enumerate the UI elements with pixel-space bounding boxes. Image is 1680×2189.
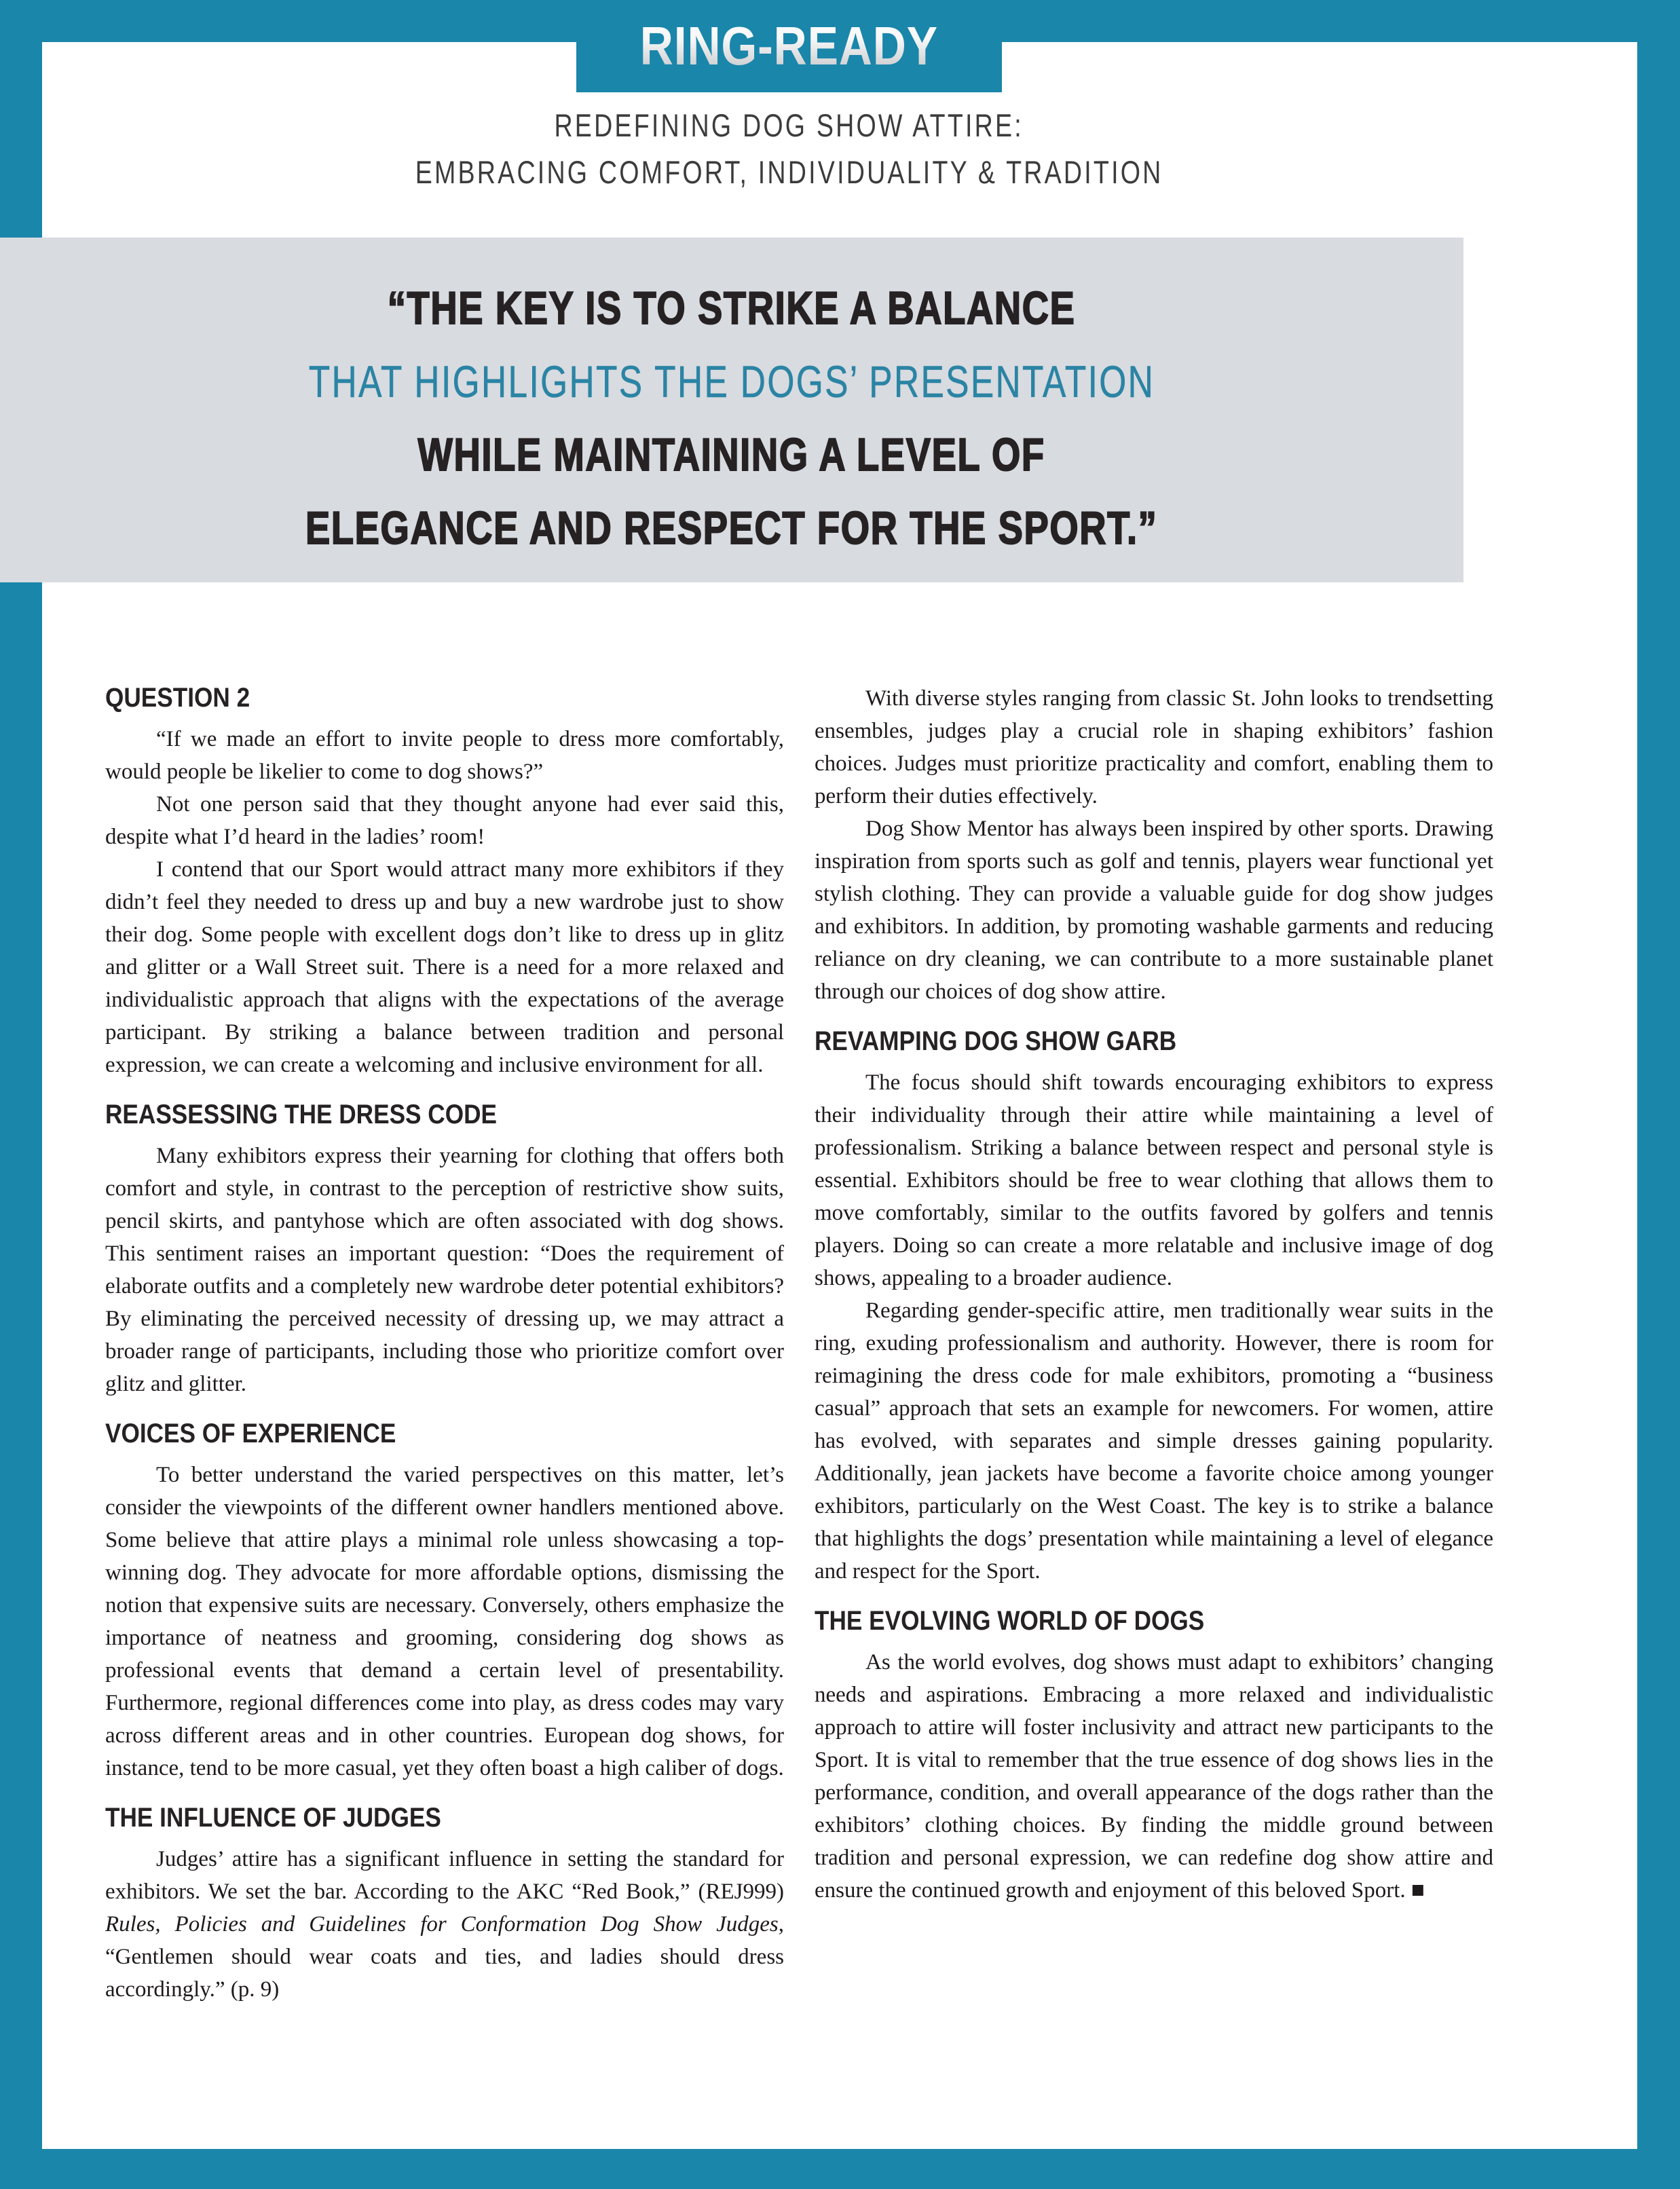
- subtitle-line-2: EMBRACING COMFORT, INDIVIDUALITY & TRADITION: [415, 154, 1163, 190]
- section-heading: QUESTION 2: [105, 683, 250, 713]
- section-heading: THE EVOLVING WORLD OF DOGS: [815, 1606, 1205, 1636]
- pull-quote-line: WHILE MAINTAINING A LEVEL OF: [417, 429, 1046, 481]
- article-column-left: [105, 682, 784, 2006]
- page-border-bottom: [0, 2149, 1680, 2189]
- section-heading: REASSESSING THE DRESS CODE: [105, 1100, 498, 1129]
- pull-quote-line: ELEGANCE AND RESPECT FOR THE SPORT.”: [305, 502, 1158, 554]
- article-column-right: [815, 682, 1493, 1907]
- page-border-right: [1637, 0, 1680, 2189]
- paragraph: The focus should shift towards encouraging exhibitors to express their individuality through their attire while maintaining a level of professionalism. Striking a balance between respect and personal style is essential. Exhibitors should be free to wear clothing that allows them to move comfortably, similar to the outfits favored by golfers and tennis players. Doing so can create a more relatable and inclusive image of dog shows, appealing to a broader audience.: [815, 1070, 1493, 1290]
- pull-quote-box: [0, 238, 1463, 582]
- paragraph: To better understand the varied perspectives on this matter, let’s consider the viewpoints of the different owner handlers mentioned above. Some believe that attire plays a minimal role unless showcasing a top-winning dog. They advocate for more affordable options, dismissing the notion that expensive suits are necessary. Conversely, others emphasize the importance of neatness and grooming, considering dog shows as professional events that demand a certain level of presentability. Furthermore, regional differences come into play, as dress codes may vary across different areas and in other countries. European dog shows, for instance, tend to be more casual, yet they often boast a high caliber of dogs.: [105, 1463, 784, 1780]
- masthead-banner: [576, 0, 1002, 92]
- section-heading: THE INFLUENCE OF JUDGES: [105, 1803, 441, 1833]
- paragraph: Dog Show Mentor has always been inspired by other sports. Drawing inspiration from sports such as golf and tennis, players wear functional yet stylish clothing. They can provide a valuable guide for dog show judges and exhibitors. In addition, by promoting washable garments and reducing reliance on dry cleaning, we can contribute to a more sustainable planet through our choices of dog show attire.: [815, 817, 1493, 1004]
- paragraph: Many exhibitors express their yearning for clothing that offers both comfort and style, in contrast to the perception of restrictive show suits, pencil skirts, and pantyhose which are often associated with dog shows. This sentiment raises an important question: “Does the requirement of elaborate outfits and a completely new wardrobe deter potential exhibitors? By eliminating the perceived necessity of dressing up, we may attract a broader range of participants, including those who prioritize comfort over glitz and glitter.: [105, 1144, 784, 1396]
- pull-quote-line: “THE KEY IS TO STRIKE A BALANCE: [388, 282, 1076, 334]
- pull-quote-line: THAT HIGHLIGHTS THE DOGS’ PRESENTATION: [308, 356, 1155, 407]
- subtitle-line-1: REDEFINING DOG SHOW ATTIRE:: [554, 107, 1024, 143]
- section-heading: VOICES OF EXPERIENCE: [105, 1419, 396, 1448]
- paragraph: Judges’ attire has a significant influence in setting the standard for exhibitors. We set the bar. According to the AKC “Red Book,” (REJ999) Rules, Policies and Guidelines for Conformation Dog Show Judges, “Gentlemen should wear coats and ties, and ladies should dress accordingly.” (p. 9): [105, 1847, 784, 2002]
- masthead-title: RING-READY: [639, 16, 939, 76]
- paragraph: Regarding gender-specific attire, men traditionally wear suits in the ring, exuding professionalism and authority. However, there is room for reimagining the dress code for male exhibitors, promoting a “business casual” approach that sets an example for newcomers. For women, attire has evolved, with separates and simple dresses gaining popularity. Additionally, jean jackets have become a favorite choice among younger exhibitors, particularly on the West Coast. The key is to strike a balance that highlights the dogs’ presentation while maintaining a level of elegance and respect for the Sport.: [815, 1298, 1493, 1584]
- paragraph: Not one person said that they thought anyone had ever said this, despite what I’d heard in the ladies’ room!: [105, 792, 784, 849]
- paragraph: I contend that our Sport would attract many more exhibitors if they didn’t feel they needed to dress up and buy a new wardrobe just to show their dog. Some people with excellent dogs don’t like to dress up in glitz and glitter or a Wall Street suit. There is a need for a more relaxed and individualistic approach that aligns with the expectations of the average participant. By striking a balance between tradition and personal expression, we can create a welcoming and inclusive environment for all.: [105, 857, 784, 1077]
- paragraph: As the world evolves, dog shows must adapt to exhibitors’ changing needs and aspirations. Embracing a more relaxed and individualistic approach to attire will foster inclusivity and attract new participants to the Sport. It is vital to remember that the true essence of dog shows lies in the performance, condition, and overall appearance of the dogs rather than the exhibitors’ clothing choices. By finding the middle ground between tradition and personal expression, we can redefine dog show attire and ensure the continued growth and enjoyment of this beloved Sport. ■: [815, 1650, 1493, 1903]
- paragraph: “If we made an effort to invite people to dress more comfortably, would people be likelier to come to dog shows?”: [105, 727, 784, 784]
- section-heading: REVAMPING DOG SHOW GARB: [815, 1026, 1177, 1056]
- paragraph: With diverse styles ranging from classic St. John looks to trendsetting ensembles, judges play a crucial role in shaping exhibitors’ fashion choices. Judges must prioritize practicality and comfort, enabling them to perform their duties effectively.: [815, 686, 1493, 808]
- article-subtitle: [0, 106, 1578, 200]
